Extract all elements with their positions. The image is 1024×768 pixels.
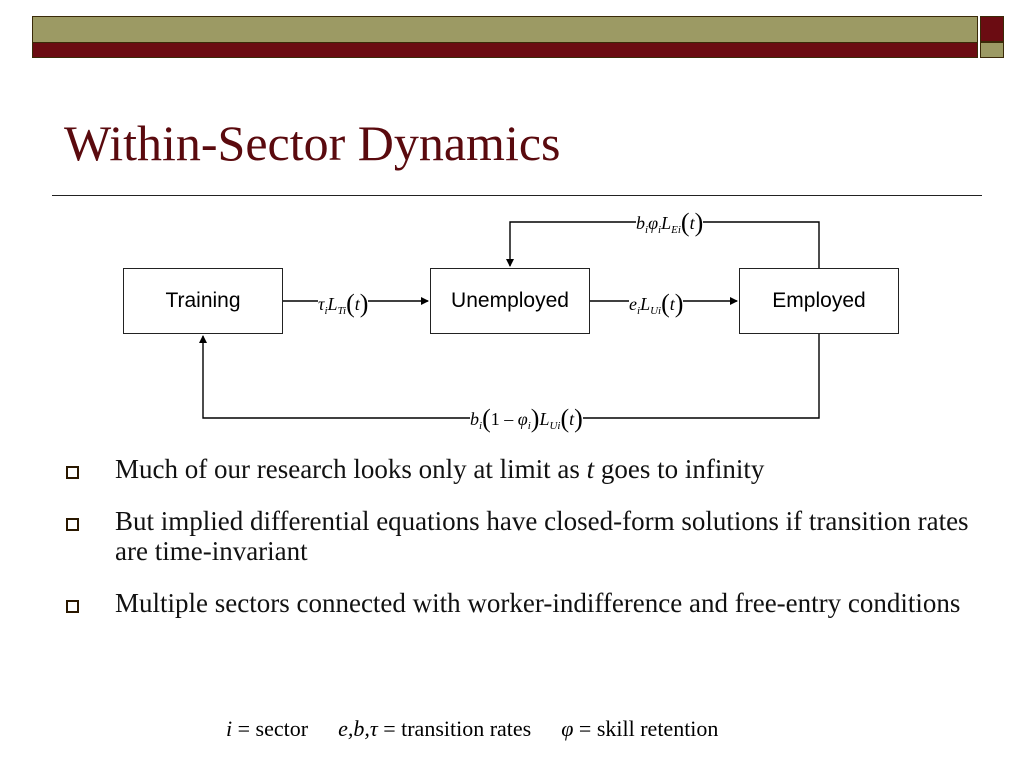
bullet-item: But implied differential equations have closed-form solutions if transition rates are time-invariant [64, 506, 984, 566]
edge-label-employed-training: $b_i(1 - \varphi_i)L_{Ui}(t)$ [470, 404, 583, 433]
bullet-item: Multiple sectors connected with worker-indifference and free-entry conditions [64, 588, 984, 618]
edge-label-unemployed-employed: $e_iL_{Ui}(t)$ [629, 289, 684, 318]
node-unemployed: Unemployed [430, 268, 590, 334]
node-training: Training [123, 268, 283, 334]
node-employed: Employed [739, 268, 899, 334]
hollow-square-bullet-icon [66, 600, 79, 613]
bullet-list [64, 454, 984, 640]
bullet-item: Much of our research looks only at limit as t goes to infinity [64, 454, 984, 484]
variable-legend: i = sector e,b,τ = transition rates φ = skill retention [226, 716, 719, 741]
edge-label-training-unemployed: $\tau_iL_{Ti}(t)$ [318, 289, 369, 318]
hollow-square-bullet-icon [66, 466, 79, 479]
hollow-square-bullet-icon [66, 518, 79, 531]
slide-title: Within-Sector Dynamics [64, 115, 561, 171]
edge-label-employed-unemployed: $b_i\varphi_iL_{Ei}(t)$ [636, 208, 704, 237]
